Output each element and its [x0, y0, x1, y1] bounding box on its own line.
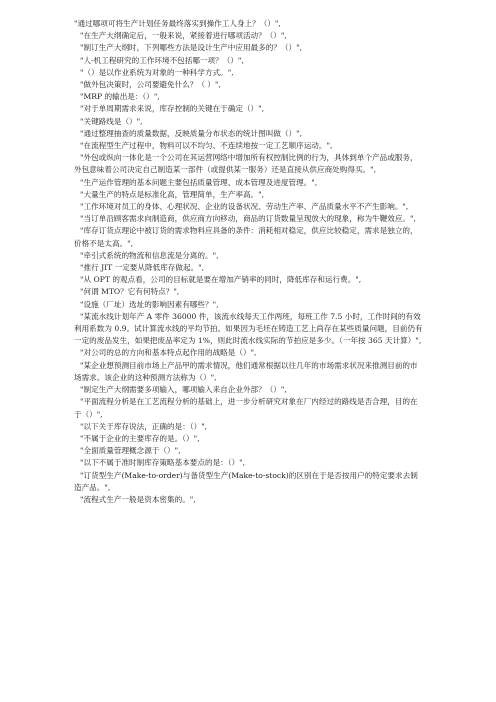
paragraph: "关键路线是（）",: [80, 116, 143, 126]
paragraph: "流程式生产一般是资本密集的。",: [80, 494, 196, 504]
paragraph: "人-机工程研究的工作环境不包括哪一项？（）",: [80, 55, 244, 65]
paragraph: "牵引式系统的物流和信息流是分离的。",: [80, 250, 219, 260]
paragraph: "制订生产大纲时，下列哪些方法是设计生产中应用最多的？（）",: [80, 43, 303, 53]
paragraph: "做外包决策时，公司要避免什么？（ ）",: [80, 80, 221, 90]
paragraph: "对于单周期需求来说，库存控制的关键在于确定（）",: [80, 104, 265, 114]
paragraph: "从 OPT 的观点看，公司的目标就是要在增加产销率的同时，降低库存和运行费。",: [80, 275, 362, 285]
paragraph: "在流程型生产过程中，物料可以不均匀、不连续地按一定工艺顺序运动。",: [80, 141, 333, 151]
paragraph: "（）是以作业系统为对象的一种科学方式。",: [80, 67, 234, 77]
paragraph: "对公司的总的方向和基本特点起作用的战略是（）",: [80, 348, 257, 358]
paragraph: "全面质量管理概念源于（）",: [80, 446, 181, 456]
paragraph: "设施（厂址）选址的影响因素有哪些？",: [80, 299, 219, 309]
paragraph: "订货型生产(Make-to-order)与备货型生产(Make-to-stock)的区别在于是否按用户的特定要求去制造产品。",: [74, 470, 418, 492]
paragraph: "通过整理抽查的质量数据，反映质量分布状态的统计图叫做（）",: [80, 128, 303, 138]
paragraph: "何谓 MTO？它有何特点？",: [80, 287, 180, 297]
document-body: [74, 18, 424, 506]
paragraph: "平面流程分析是在工艺流程分析的基础上，进一步分析研究对象在厂内经过的路线是否合理，目的在于（）",: [74, 397, 418, 419]
paragraph: "在生产大纲确定后，一般来说，紧接着进行哪项活动？（）",: [80, 31, 287, 41]
paragraph: "MRP 的输出是：（）",: [80, 92, 160, 102]
paragraph: "工作环境对员工的身体、心理状况、企业的设备状况、劳动生产率、产品质量水平不产生影响。",: [80, 202, 409, 212]
paragraph: "以下不属于准时制库存策略基本要点的是：（）",: [80, 458, 246, 468]
paragraph: "推行 JIT 一定要从降低库存做起。",: [80, 263, 205, 273]
paragraph: "当订单沿顾客需求向制造商，供应商方向移动，商品的订货数量呈现放大的现象，称为牛鞭效应。",: [80, 214, 416, 224]
paragraph: "某企业想预测目前市场上产品甲的需求情况，他们通常根据以往几年的市场需求状况来推测目前的市场需求。该企业的这种预测方法称为（）",: [74, 360, 418, 382]
paragraph: "库存订货点理论中被订货的需求物料应具备的条件：消耗相对稳定，供应比较稳定，需求是独立的，价格不是太高。",: [74, 226, 418, 248]
paragraph: "大量生产的特点是标准化高，管理简单，生产率高。",: [80, 189, 265, 199]
paragraph: "生产运作管理的基本问题主要包括质量管理、成本管理及进度管理。",: [80, 177, 318, 187]
paragraph: "不属于企业的主要库存的是。（）",: [80, 433, 200, 443]
paragraph: "制定生产大纲需要多项输入，哪项输入来自企业外部？（）",: [80, 385, 287, 395]
paragraph: "通过哪项可将生产计划任务最终落实到操作工人身上？（）",: [74, 19, 281, 28]
paragraph: "外包或纵向一体化是一个公司在其运营网络中增加所有权控制比例的行为，具体到单个产品或服务，外包意味着公司决定自己制造某一部件（或提供某一服务）还是直接从供应商处购得买。",: [74, 153, 418, 175]
paragraph: "以下关于库存说法，正确的是：（）",: [80, 421, 208, 431]
paragraph: "某流水线计划年产 A 零件 36000 件，该流水线每天工作两班，每班工作 7.5 小时，工作时间的有效利用系数为 0.9。试计算流水线的平均节拍。如果因为毛坯在铸造工艺上尚存在某些质量问题，目前仍有一定的废品发生，如果把废品率定为 1%，则此时流水线实际的节拍应是多少。（一年按 365 天计算）",: [74, 311, 423, 346]
